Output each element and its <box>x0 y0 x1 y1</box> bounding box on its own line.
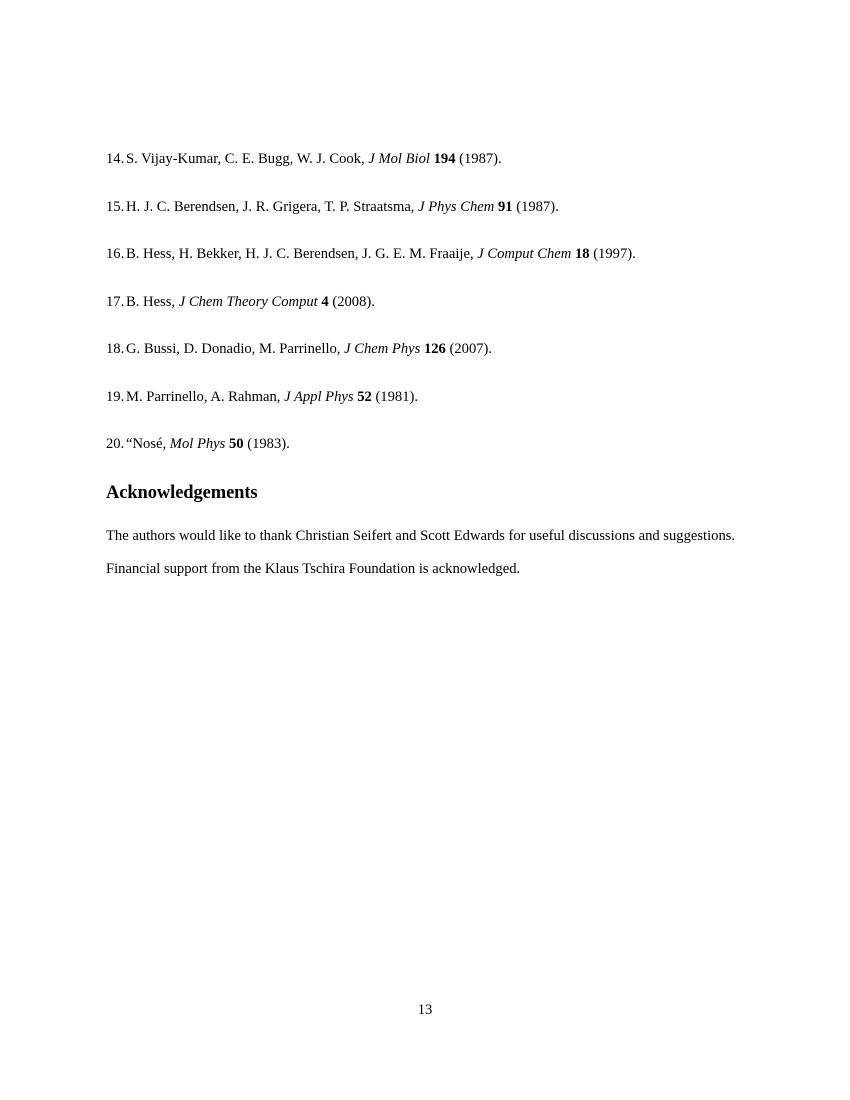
reference-text <box>126 294 375 310</box>
reference-authors: H. J. C. Berendsen, J. R. Grigera, T. P. Straatsma, <box>126 198 419 215</box>
reference-number: 19. <box>106 388 125 405</box>
reference-authors: G. Bussi, D. Donadio, M. Parrinello, <box>126 341 345 357</box>
reference-text <box>126 389 418 405</box>
reference-volume: 4 <box>321 293 329 310</box>
reference-year: (1987). <box>512 198 559 215</box>
reference-journal: Mol Phys <box>169 436 226 452</box>
reference-journal: J Chem Theory Comput <box>178 293 318 310</box>
reference-item <box>106 433 740 455</box>
acknowledgements-heading: Acknowledgements <box>106 482 258 503</box>
reference-year: (1987). <box>455 151 502 167</box>
acknowledgements-paragraph: The authors would like to thank Christian Seifert and Scott Edwards for useful discussions and suggestions. Financial support from the Klaus Tschira Foundation is acknowledged. <box>106 527 736 577</box>
reference-journal: J Mol Biol <box>368 151 430 167</box>
reference-item <box>106 291 740 313</box>
reference-authors: S. Vijay-Kumar, C. E. Bugg, W. J. Cook, <box>126 151 369 167</box>
reference-authors: M. Parrinello, A. Rahman, <box>126 388 285 405</box>
reference-number: 18. <box>106 341 125 357</box>
reference-volume: 18 <box>574 246 590 262</box>
reference-volume: 52 <box>357 388 372 405</box>
reference-year: (2007). <box>445 341 493 357</box>
page-content <box>106 148 740 586</box>
reference-journal: J Chem Phys <box>344 341 421 357</box>
reference-year: (1983). <box>243 436 290 452</box>
page-number: 13 <box>417 1002 433 1018</box>
reference-text <box>126 436 290 452</box>
reference-list <box>106 148 740 455</box>
reference-text <box>126 246 636 262</box>
reference-text <box>126 151 502 167</box>
reference-item <box>106 386 740 408</box>
reference-volume: 50 <box>228 436 244 452</box>
reference-item <box>106 338 740 360</box>
reference-text <box>126 199 559 215</box>
reference-number: 15. <box>106 198 125 215</box>
reference-item <box>106 148 740 170</box>
reference-journal: J Appl Phys <box>284 388 354 405</box>
reference-number: 17. <box>106 293 125 310</box>
reference-volume: 126 <box>423 341 446 357</box>
reference-volume: 91 <box>497 198 513 215</box>
reference-item <box>106 196 740 218</box>
reference-item <box>106 243 740 265</box>
reference-authors: B. Hess, H. Bekker, H. J. C. Berendsen, J. G. E. M. Fraaije, <box>126 246 478 262</box>
reference-year: (1997). <box>589 246 636 262</box>
reference-journal: J Phys Chem <box>418 198 495 215</box>
reference-authors: “Nosé, <box>126 436 170 452</box>
reference-number: 20. <box>106 436 125 452</box>
reference-volume: 194 <box>433 151 456 167</box>
reference-year: (2008). <box>328 293 375 310</box>
reference-journal: J Comput Chem <box>477 246 572 262</box>
reference-number: 16. <box>106 246 125 262</box>
reference-year: (1981). <box>371 388 419 405</box>
reference-number: 14. <box>106 151 125 167</box>
reference-text <box>126 341 492 357</box>
reference-authors: B. Hess, <box>126 293 179 310</box>
